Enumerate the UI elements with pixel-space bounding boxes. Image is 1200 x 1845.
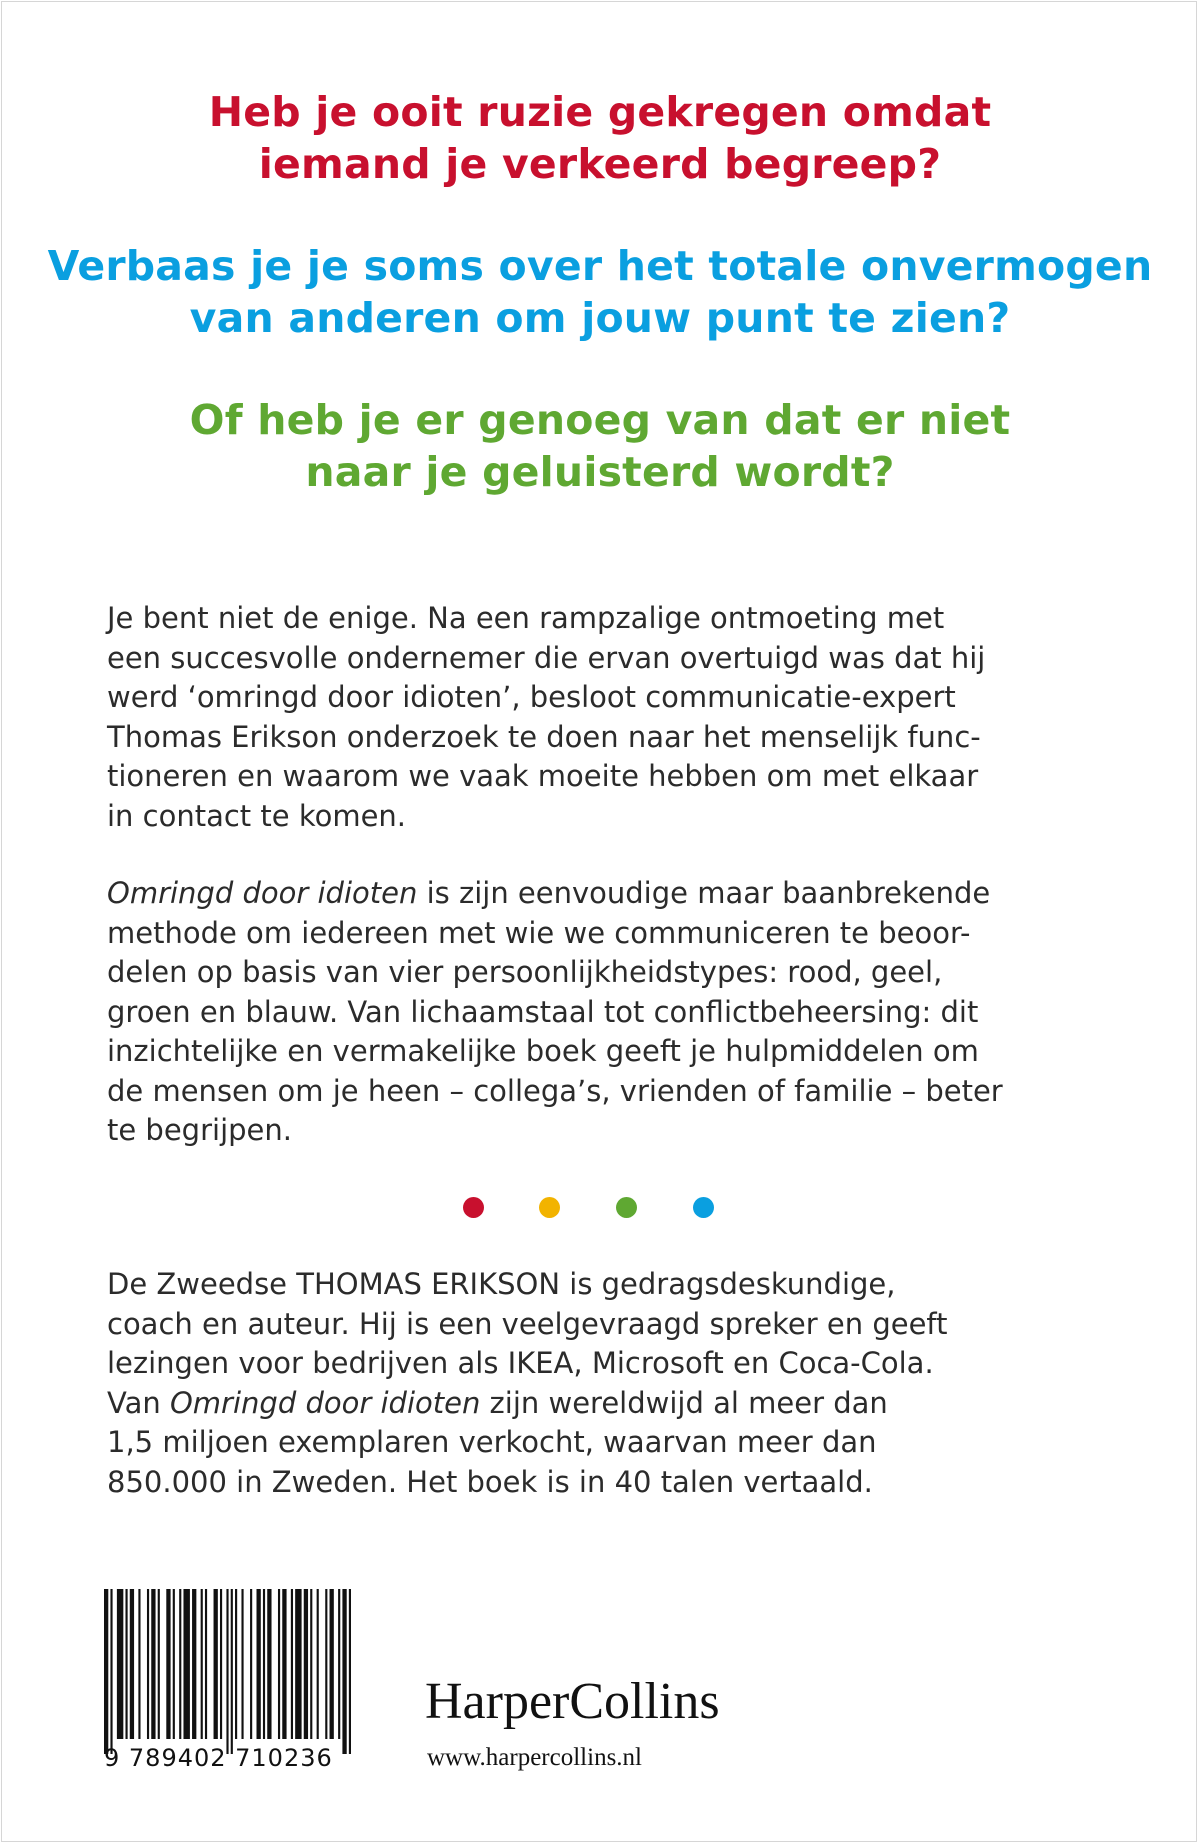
barcode-bar: [291, 1589, 293, 1739]
barcode-bar: [158, 1589, 160, 1739]
barcode-bar: [117, 1589, 123, 1739]
barcode-bar: [130, 1589, 134, 1739]
intro-line: Je bent niet de enige. Na een rampzalige ontmoeting met: [107, 601, 945, 635]
barcode-bars: [104, 1589, 351, 1754]
barcode-bar: [257, 1589, 261, 1739]
barcode-bar: [183, 1589, 189, 1739]
publisher-logo: HarperCollins: [425, 1673, 720, 1730]
book-title-italic: Omringd door idioten: [107, 876, 418, 910]
barcode-bar: [220, 1589, 222, 1739]
question-green-line1: Of heb je er genoeg van dat er niet: [189, 396, 1011, 444]
barcode-bar: [147, 1589, 149, 1739]
question-blue-line2: van anderen om jouw punt te zien?: [189, 294, 1011, 342]
barcode-bar: [278, 1589, 280, 1739]
barcode-bar: [104, 1589, 108, 1754]
barcode-bar: [226, 1589, 228, 1754]
author-paragraph: [107, 1265, 1107, 1502]
barcode-bar: [317, 1589, 319, 1739]
barcode-bar: [231, 1589, 233, 1754]
color-dots: [0, 1197, 1200, 1219]
barcode-bar: [179, 1589, 181, 1739]
method-line: is zijn eenvoudige maar baanbrekende: [417, 876, 991, 910]
intro-line: tioneren en waarom we vaak moeite hebben om met elkaar: [107, 759, 979, 793]
author-line: 1,5 miljoen exemplaren verkocht, waarvan meer dan: [107, 1425, 877, 1459]
author-line: coach en auteur. Hij is een veelgevraagd spreker en geeft: [107, 1306, 948, 1341]
barcode-bar: [151, 1589, 155, 1739]
author-line: lezingen voor bedrijven als IKEA, Microsoft en Coca-Cola.: [107, 1346, 934, 1380]
intro-line: een succesvolle ondernemer die ervan overtuigd was dat hij: [107, 640, 986, 675]
method-line: methode om iedereen met wie we communiceren te beoor-: [107, 915, 971, 950]
method-line: te begrijpen.: [107, 1113, 292, 1147]
barcode-bar: [304, 1589, 308, 1739]
barcode-bar: [338, 1589, 340, 1739]
barcode-bar: [125, 1589, 127, 1739]
isbn-barcode: [104, 1589, 351, 1754]
barcode-bar: [263, 1589, 265, 1739]
intro-paragraph: [107, 599, 1107, 836]
barcode-bar: [250, 1589, 252, 1739]
barcode-bar: [110, 1589, 112, 1754]
red-dot: [463, 1197, 484, 1218]
barcode-bar: [192, 1589, 196, 1739]
barcode-bar: [349, 1589, 351, 1754]
barcode-bar: [235, 1589, 237, 1739]
method-paragraph: [107, 874, 1107, 1151]
barcode-bar: [241, 1589, 243, 1739]
intro-line: werd ‘omringd door idioten’, besloot communicatie-expert: [107, 680, 956, 714]
method-line: delen op basis van vier persoonlijkheidstypes: rood, geel,: [107, 955, 943, 989]
barcode-bar: [342, 1589, 346, 1754]
barcode-bar: [201, 1589, 203, 1739]
method-line: de mensen om je heen – collega’s, vrienden of familie – beter: [107, 1073, 1003, 1108]
barcode-bar: [310, 1589, 312, 1739]
barcode-bar: [214, 1589, 218, 1739]
barcode-bar: [295, 1589, 301, 1739]
green-dot: [616, 1197, 637, 1218]
blue-dot: [693, 1197, 714, 1218]
barcode-bar: [325, 1589, 327, 1739]
barcode-bar: [267, 1589, 271, 1739]
question-blue: [0, 240, 1200, 344]
question-red-line2: iemand je verkeerd begreep?: [258, 140, 942, 188]
barcode-bar: [138, 1589, 140, 1739]
intro-line: in contact te komen.: [107, 798, 407, 833]
author-line: De Zweedse THOMAS ERIKSON is gedragsdeskundige,: [107, 1267, 896, 1301]
method-line: inzichtelijke en vermakelijke boek geeft je hulpmiddelen om: [107, 1034, 979, 1068]
question-green-line2: naar je geluisterd wordt?: [305, 448, 895, 496]
yellow-dot: [539, 1197, 560, 1218]
barcode-bar: [205, 1589, 207, 1739]
barcode-bar: [330, 1589, 334, 1739]
intro-line: Thomas Erikson onderzoek te doen naar het menselijk func-: [107, 719, 981, 754]
question-green: [0, 394, 1200, 498]
question-red-line1: Heb je ooit ruzie gekregen omdat: [208, 88, 992, 136]
publisher-url: www.harpercollins.nl: [427, 1744, 642, 1771]
question-red: [0, 86, 1200, 190]
isbn-number: 9 789402 710236: [104, 1744, 333, 1772]
method-line: groen en blauw. Van lichaamstaal tot conflictbeheersing: dit: [107, 994, 979, 1029]
barcode-bar: [166, 1589, 170, 1739]
author-line-prefix: Van: [107, 1385, 170, 1420]
author-line-suffix: zijn wereldwijd al meer dan: [480, 1385, 888, 1420]
question-blue-line1: Verbaas je je soms over het totale onvermogen: [47, 242, 1153, 290]
book-title-italic: Omringd door idioten: [169, 1385, 481, 1420]
barcode-bar: [282, 1589, 286, 1739]
author-line: 850.000 in Zweden. Het boek is in 40 talen vertaald.: [107, 1464, 873, 1499]
barcode-bar: [173, 1589, 175, 1739]
